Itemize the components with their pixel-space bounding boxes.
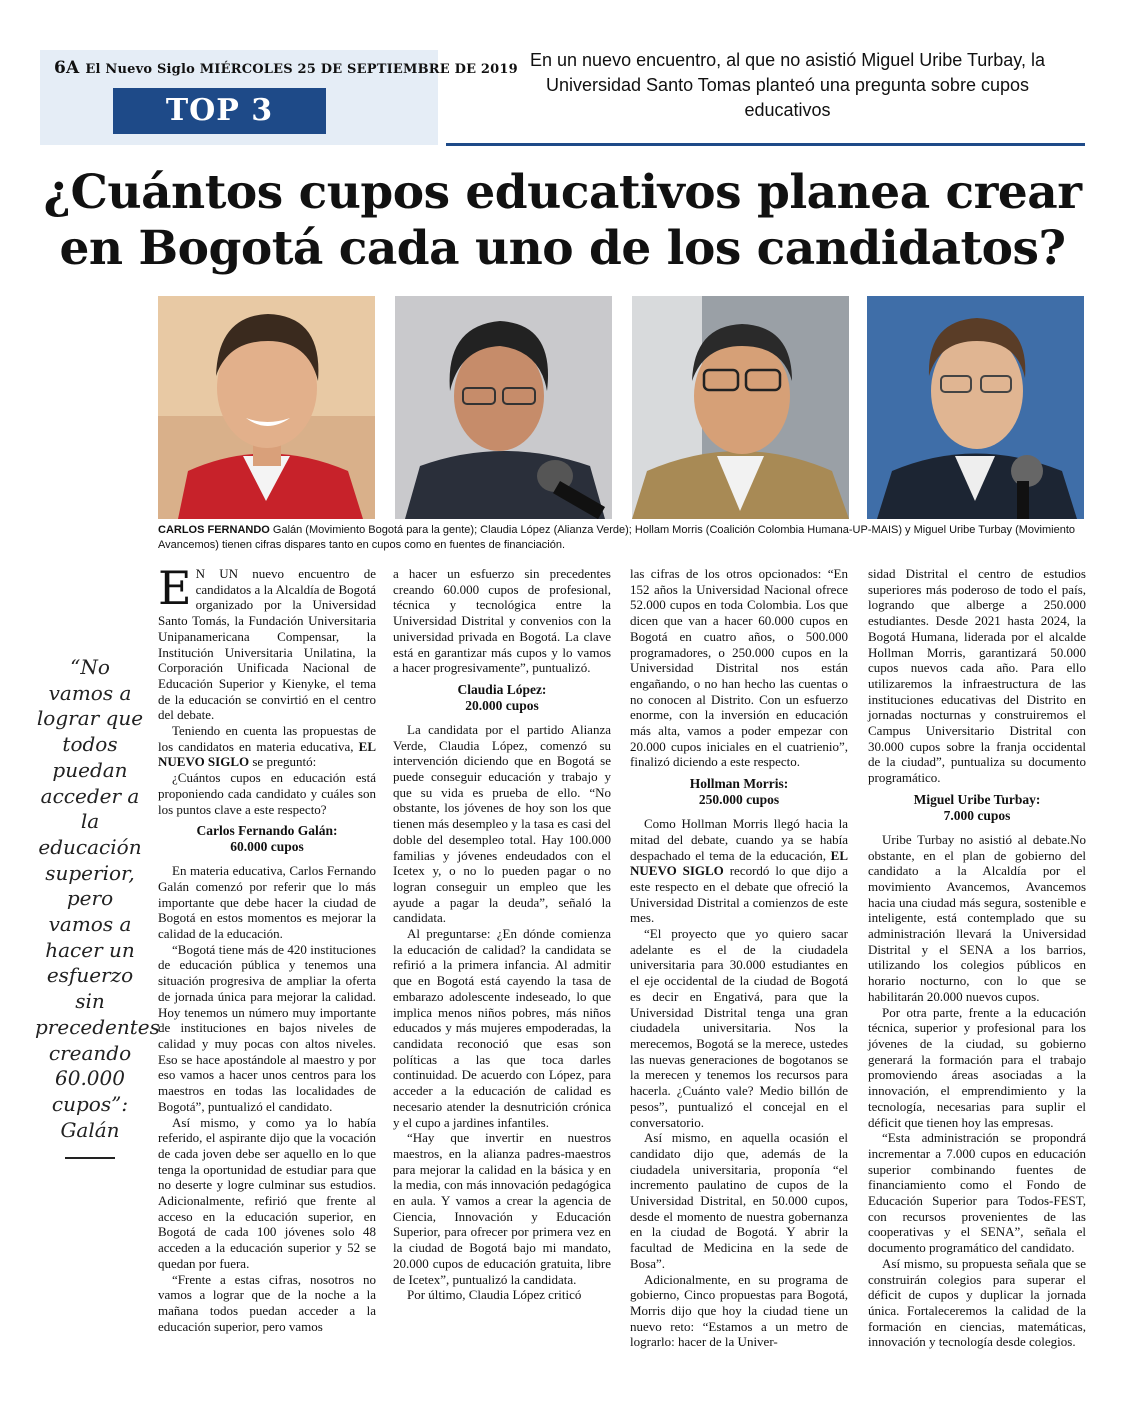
- kicker: En un nuevo encuentro, al que no asistió Miguel Uribe Turbay, la Universidad Santo Tomas planteó una pregunta sobre cupos educativos: [530, 50, 1045, 120]
- paragraph: E N UN nuevo encuentro de candidatos a la Alcaldía de Bogotá organizado por la Universidad Santo Tomás, la Fundación Universitaria Unipanamericana Compensar, la Institución Universitaria Unilatina, la Corporación Unificada Nacional de Educación Superior y Kienyke, el tema de la educación se convirtió en el centro del debate.: [158, 561, 376, 723]
- paragraph: ¿Cuántos cupos en educación está proponiendo cada candidato y cuáles son los puntos clave a este respecto?: [158, 770, 376, 817]
- article-column-2: [393, 566, 611, 1303]
- paragraph: La candidata por el partido Alianza Verde, Claudia López, comenzó su intervención diciendo que en Bogotá se puede conseguir educación y trabajo y que su vida es prueba de ello. “No obstante, los jóvenes de hoy son los que tienen más desempleo y la tasa es casi del doble del desempleo total. Hay 100.000 familias y jóvenes endeudados con el Icetex y, o no lo pueden pagar o no logran conseguir un empleo que les ayude a pagar la deuda”, señaló la candidata.: [393, 721, 611, 926]
- drop-cap: E: [158, 561, 192, 615]
- subhead-uribe-turbay: [868, 792, 1086, 824]
- paragraph: Así mismo, y como ya lo había referido, el aspirante dijo que la vocación de cada joven debe ser aquello en lo que tenga la oportunidad de estudiar para que no deserte y logre culminar sus estudios. Adicionalmente, refirió que frente al acceso en la educación superior, en Bogotá de cada 100 jóvenes solo 48 acceden a la educación superior y 52 se quedan por fuera.: [158, 1114, 376, 1271]
- paragraph: sidad Distrital el centro de estudios superiores más poderoso de todo el país, logrando que alberge a 250.000 estudiantes. Desde 2021 hasta 2024, la Bogotá Humana, liderada por el alcalde Hollman Morris, garantizará 50.000 cupos nuevos cada año. Para ello utilizaremos la infraestructura de las instituciones educativas del Distrito en jornadas nocturnas y construiremos el Campus Universitario Distrital con 30.000 cupos sobre la franja occidental de la ciudad”, puntualiza su documento programático.: [868, 566, 1086, 786]
- subhead-cupos: 7.000 cupos: [943, 807, 1011, 823]
- publication-mention: EL NUEVO SIGLO: [158, 738, 376, 770]
- paragraph: Por otra parte, frente a la educación técnica, superior y profesional para los jóvenes de la ciudad, su gobierno generará la formación para el trabajo promoviendo áreas asociadas a la innovación, el emprendimiento y la tecnología, necesarias para suplir el déficit que tienen hoy las empresas.: [868, 1004, 1086, 1130]
- headline: ¿Cuántos cupos educativos planea crear en Bogotá cada uno de los candidatos?: [43, 165, 1082, 276]
- paragraph: a hacer un esfuerzo sin precedentes creando 60.000 cupos de profesional, técnica y tecnológica entre la Universidad Distrital y convenios con la universidad privada en Bogotá. La clave está en garantizar más cupos y lo vamos a hacer progresivamente”, puntualizó.: [393, 566, 611, 676]
- paragraph: Así mismo, su propuesta señala que se construirán colegios para superar el déficit de cupos y duplicar la jornada única. Fortaleceremos la calidad de la formación en ciencias, matemáticas, innovación y tecnología desde colegios.: [868, 1255, 1086, 1350]
- paragraph: En materia educativa, Carlos Fernando Galán comenzó por referir que lo más importante que debe hacer la ciudad de Bogotá en estos momentos es mejorar la calidad de la educación.: [158, 863, 376, 942]
- subhead-lopez: [393, 682, 611, 714]
- subhead-galan: [158, 823, 376, 855]
- page-header: [54, 58, 518, 78]
- publication-mention: EL NUEVO SIGLO: [630, 847, 848, 879]
- photo-claudia-lopez: [395, 296, 612, 519]
- paragraph: Adicionalmente, en su programa de gobierno, Cinco propuestas para Bogotá, Morris dijo que hoy la ciudad tiene un nuevo reto: “Estamos a un metro de lograrlo: hacer de la Univer-: [630, 1271, 848, 1350]
- subhead-morris: [630, 776, 848, 808]
- publication-date: MIÉRCOLES 25 DE SEPTIEMBRE DE 2019: [199, 62, 518, 77]
- article-column-3: [630, 566, 848, 1350]
- subhead-name: Claudia López:: [457, 681, 547, 697]
- subhead-name: Miguel Uribe Turbay:: [913, 791, 1041, 807]
- paragraph: Como Hollman Morris llegó hacia la mitad del debate, cuando ya se había despachado el tema de la educación, EL NUEVO SIGLO recordó lo que dijo a este respecto en el debate que ofreció la Universidad Distrital a comienzos de este mes.: [630, 816, 848, 926]
- paragraph: Por último, Claudia López criticó: [407, 1287, 582, 1303]
- subhead-cupos: 60.000 cupos: [230, 839, 304, 855]
- paragraph: las cifras de los otros opcionados: “En 152 años la Universidad Nacional ofrece 52.000 cupos en toda Colombia. Los que dicen que van a hacer 60.000 cupos en Bogotá en cuatro años, o 500.000 programadores, o 250.000 cupos en la Universidad Distrital nos están engañando, o no han hecho las cuentas o no conocen al Distrito. Con un esfuerzo enorme, con la inversión en educación más alta, vamos a poder empezar con 20.000 cupos iniciales en el cuatrienio”, finalizó diciendo a este respecto.: [630, 566, 848, 770]
- photo-miguel-uribe-turbay: [867, 296, 1084, 519]
- photo-hollman-morris: [632, 296, 849, 519]
- paragraph: Uribe Turbay no asistió al debate.No obstante, en el plan de gobierno del candidato a la Alcaldía por el movimiento Avancemos, Avancemos hacia una ciudad más segura, sostenible e inteligente, está contemplado que su administración llevará la Universidad Distrital y el SENA a los barrios, utilizando los colegios públicos en horario nocturno, con lo que se habilitarán 20.000 nuevos cupos.: [868, 831, 1086, 1004]
- article-column-1: [158, 561, 376, 1334]
- paragraph: “El proyecto que yo quiero sacar adelante es el de la ciudadela universitaria para 30.000 estudiantes en el eje occidental de la ciudad de Bogotá es decir en Engativá, para que la Universidad Distrital tenga una gran ciudadela universitaria. Nos la merecemos, Bogotá se la merece, ustedes las nuevas generaciones de bogotanos se la merecen y tenemos los recursos para hacerla. ¿Cuánto vale? Medio billón de pesos”, puntualizó el concejal en el conversatorio.: [630, 926, 848, 1130]
- page-number: 6A: [54, 58, 80, 78]
- pull-quote: “No vamos a lograr que todos puedan acceder a la educación superior, pero vamos a hacer un esfuerzo sin precedentes creando 60.000 cupos”: Galán: [35, 655, 160, 1142]
- photo-caption: [158, 523, 1088, 553]
- paragraph: “Hay que invertir en nuestros maestros, en la alianza padres-maestros para mejorar la calidad en la básica y en la media, con más innovación pedagógica en aula. Y vamos a crear la agencia de Ciencia, Innovación y Educación Superior, para ofrecer por primera vez en la ciudad de Bogotá bajo mi mandato, 20.000 cupos de educación gratuita, libre de Icetex”, puntualizó la candidata.: [393, 1130, 611, 1287]
- paragraph: “Frente a estas cifras, nosotros no vamos a lograr que de la noche a la mañana todos puedan acceder a la educación superior, pero vamos: [158, 1271, 376, 1334]
- subhead-cupos: 250.000 cupos: [698, 792, 780, 808]
- subhead-name: Carlos Fernando Galán:: [196, 823, 338, 839]
- paragraph: Al preguntarse: ¿En dónde comienza la educación de calidad? la candidata se refirió a la primera infancia. Al admitir que en Bogotá está cayendo la tasa de embarazo adolescente indeseado, lo que implica menos niños pobres, más niños educados y más mujeres empoderadas, la candidata reconoció que esas son políticas a las que toca darles continuidad. De acuerdo con López, para acceder a la educación de calidad es necesario atender la desnutrición crónica y el cupo a jardines infantiles.: [393, 926, 611, 1130]
- section-badge: TOP 3: [113, 88, 326, 134]
- paragraph: “Esta administración se propondrá incrementar a 7.000 cupos en educación superior combinando fuentes de financiamiento como el Fondo de Educación Superior para Todos-FEST, con recursos provenientes de las cooperativas y el SENA”, señala el documento programático del candidato.: [868, 1130, 1086, 1256]
- subhead-name: Hollman Morris:: [689, 776, 789, 792]
- publication-name: El Nuevo Siglo: [85, 62, 195, 77]
- paragraph: Así mismo, en aquella ocasión el candidato dijo que, además de la ciudadela universitaria, proponía “el incremento paulatino de cupos de la Universidad Distrital, en 50.000 cupos, desde el momento de nuestra gobernanza en la ciudad de Bogotá. Y abrir la facultad de Medicina en la sede de Bosa”.: [630, 1130, 848, 1271]
- pull-quote-rule: [65, 1157, 115, 1159]
- photo-carlos-fernando-galan: [158, 296, 375, 519]
- caption-lead: CARLOS FERNANDO: [158, 524, 270, 536]
- kicker-rule: [446, 143, 1085, 146]
- paragraph: Teniendo en cuenta las propuestas de los candidatos en materia educativa, EL NUEVO SIGLO se preguntó:: [158, 723, 376, 770]
- paragraph: “Bogotá tiene más de 420 instituciones de educación pública y tenemos una situación progresiva de ampliar la oferta de jornada única para mejorar la calidad. Hoy tenemos un número muy importante de instituciones en bajos niveles de calidad y muy pocas con altos niveles. Eso se hace apostándole al maestro y por eso vamos a hacer unos centros para los maestros en todas las localidades de Bogotá”, puntualizó el candidato.: [158, 941, 376, 1114]
- article-column-4: [868, 566, 1086, 1350]
- subhead-cupos: 20.000 cupos: [465, 697, 539, 713]
- caption-text: Galán (Movimiento Bogotá para la gente); Claudia López (Alianza Verde); Hollam Morris (Coalición Colombia Humana-UP-MAIS) y Miguel Uribe Turbay (Movimiento Avancemos) tienen cifras dispares tanto en cupos como en fuentes de financiación.: [158, 524, 1076, 551]
